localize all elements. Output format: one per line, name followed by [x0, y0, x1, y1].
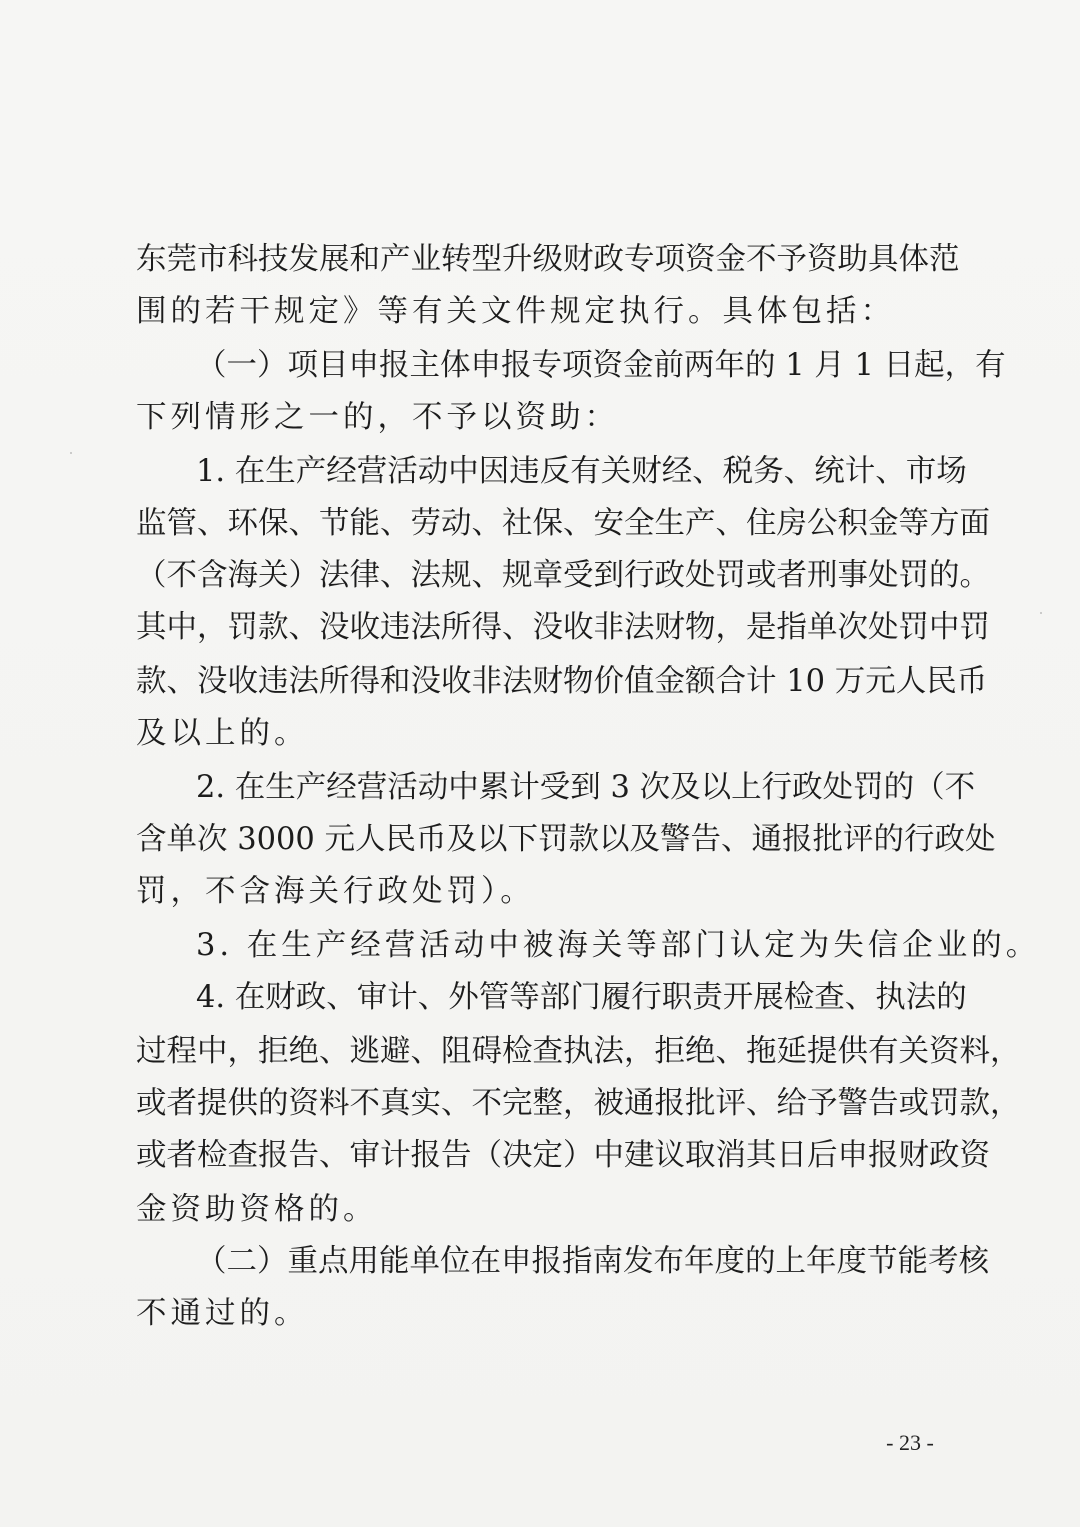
text-line: （不含海关）法律、法规、规章受到行政处罚或者刑事处罚的。	[136, 558, 990, 593]
scan-speck	[1040, 612, 1042, 614]
text-line: 其中，罚款、没收违法所得、没收非法财物，是指单次处罚中罚	[136, 610, 990, 645]
text-line: 金资助资格的。	[136, 1192, 378, 1227]
text-line: 不通过的。	[136, 1296, 309, 1331]
text-line: 东莞市科技发展和产业转型升级财政专项资金不予资助具体范	[136, 242, 960, 277]
text-line: 或者检查报告、审计报告（决定）中建议取消其日后申报财政资	[136, 1138, 990, 1173]
text-line: 监管、环保、节能、劳动、社保、安全生产、住房公积金等方面	[136, 506, 990, 541]
scan-speck	[70, 452, 72, 454]
text-line: 或者提供的资料不真实、不完整，被通报批评、给予警告或罚款，	[136, 1086, 1021, 1121]
text-line: 过程中，拒绝、逃避、阻碍检查执法，拒绝、拖延提供有关资料，	[136, 1034, 1021, 1069]
text-line: 罚，不含海关行政处罚）。	[136, 874, 535, 909]
page-number: - 23 -	[886, 1430, 934, 1455]
text-line: 围的若干规定》等有关文件规定执行。具体包括：	[136, 294, 895, 329]
text-line: 3. 在生产经营活动中被海关等部门认定为失信企业的。	[196, 928, 1041, 963]
text-line: 1. 在生产经营活动中因违反有关财经、税务、统计、市场	[196, 454, 967, 489]
text-line: 4. 在财政、审计、外管等部门履行职责开展检查、执法的	[196, 980, 967, 1015]
text-line: 含单次 3000 元人民币及以下罚款以及警告、通报批评的行政处	[136, 822, 996, 857]
text-line: （二）重点用能单位在申报指南发布年度的上年度节能考核	[196, 1244, 989, 1279]
text-line: 2. 在生产经营活动中累计受到 3 次及以上行政处罚的（不	[196, 770, 976, 805]
text-line: （一）项目申报主体申报专项资金前两年的 1 月 1 日起，有	[196, 348, 1006, 383]
text-line: 款、没收违法所得和没收非法财物价值金额合计 10 万元人民币	[136, 664, 988, 699]
text-line: 及以上的。	[136, 716, 309, 751]
text-line: 下列情形之一的，不予以资助：	[136, 400, 619, 435]
